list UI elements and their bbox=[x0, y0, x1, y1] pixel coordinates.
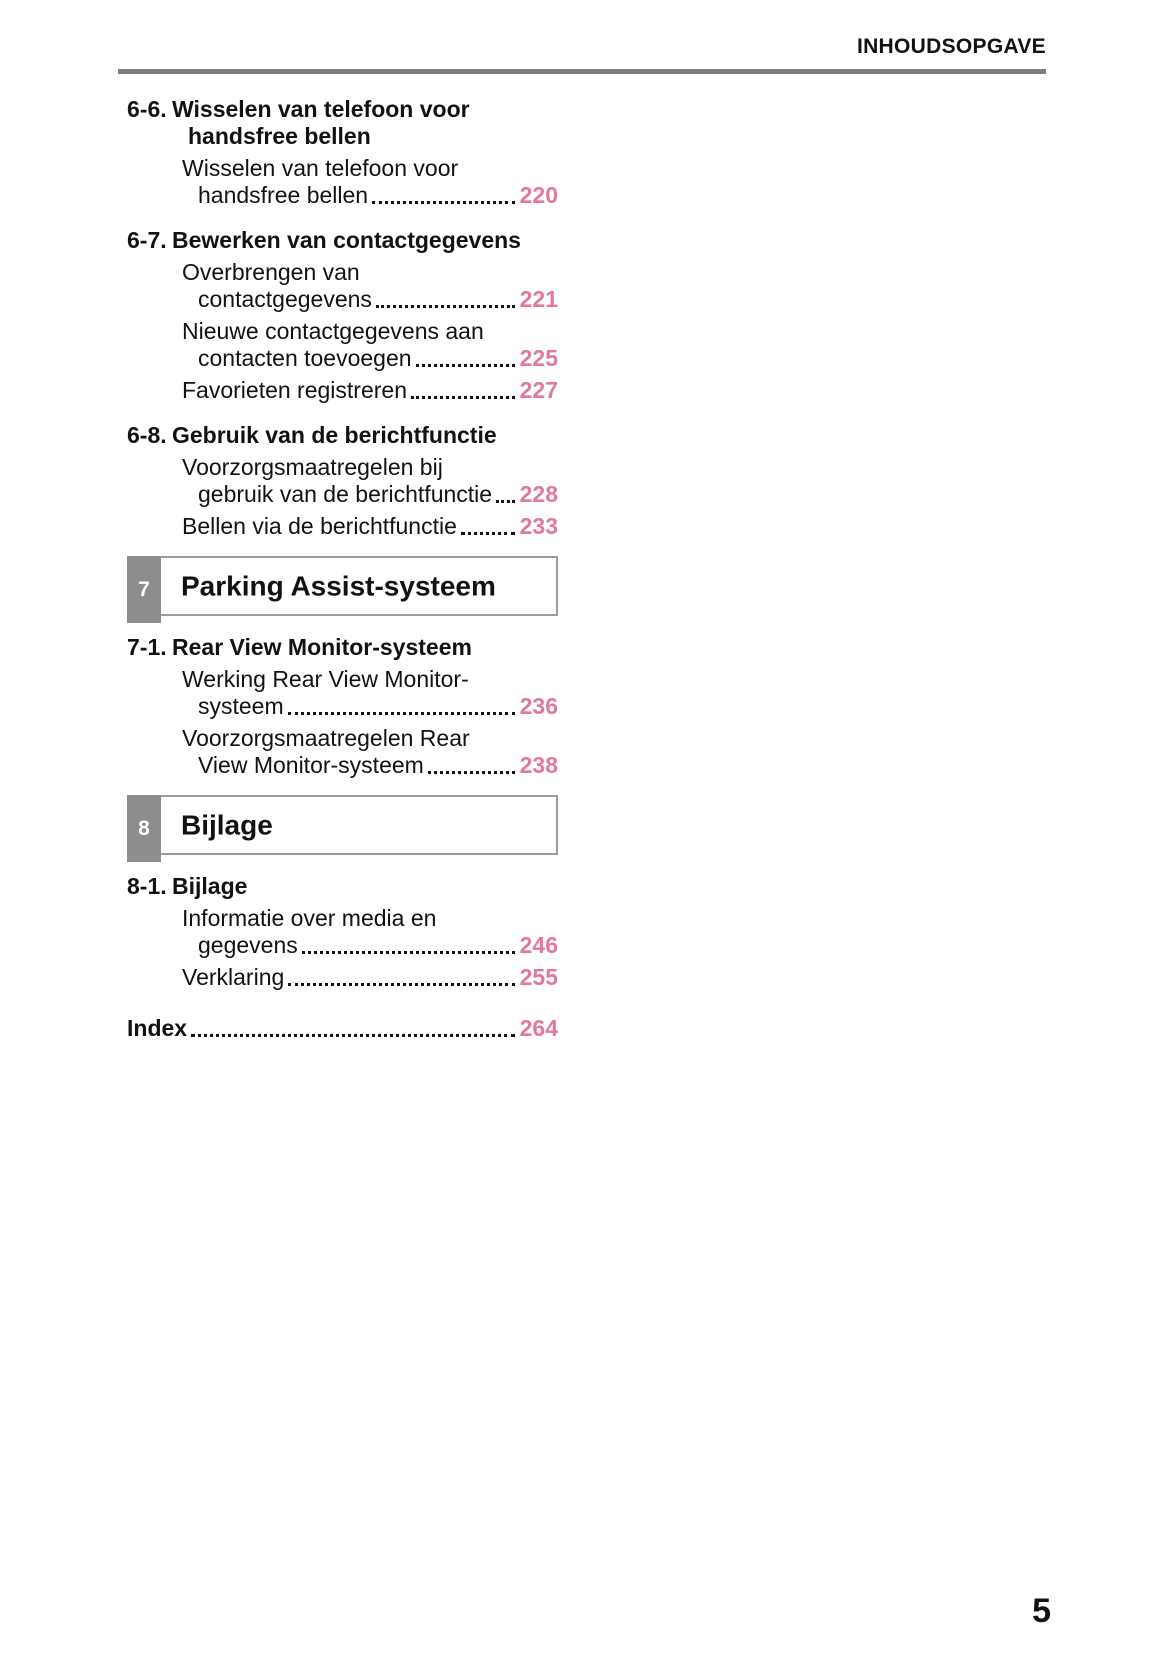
toc-group-title-line: Rear View Monitor-systeem bbox=[172, 634, 472, 660]
toc-entry-text: contacten toevoegen bbox=[198, 345, 412, 371]
toc-group-6-6 bbox=[127, 96, 558, 209]
toc-entry-text: Favorieten registreren bbox=[182, 377, 407, 403]
toc-entry-text: Bellen via de berichtfunctie bbox=[182, 513, 457, 539]
toc-entry-text: Voorzorgsmaatregelen Rear bbox=[182, 725, 470, 751]
toc-group-heading bbox=[127, 634, 558, 661]
toc-entry-text: gegevens bbox=[198, 932, 298, 958]
dotted-leader bbox=[372, 201, 515, 204]
page-header-title: INHOUDSOPGAVE bbox=[856, 35, 1046, 58]
toc-entry-text: Voorzorgsmaatregelen bij bbox=[182, 454, 443, 480]
toc-entry-text: gebruik van de berichtfunctie bbox=[198, 481, 493, 507]
toc-group-8-1 bbox=[127, 873, 558, 991]
toc-entry-text: View Monitor-systeem bbox=[198, 752, 424, 778]
dotted-leader bbox=[288, 983, 514, 986]
toc-entry-text: Wisselen van telefoon voor bbox=[182, 155, 459, 181]
toc-group-title bbox=[172, 873, 558, 900]
toc-group-heading bbox=[127, 873, 558, 900]
toc-page-number: 255 bbox=[519, 964, 558, 990]
toc-entry bbox=[127, 905, 558, 959]
toc-entry-lastline bbox=[182, 964, 558, 991]
header-rule bbox=[118, 69, 1046, 74]
dotted-leader bbox=[376, 305, 515, 308]
toc-entry bbox=[127, 155, 558, 209]
dotted-leader bbox=[461, 532, 515, 535]
chapter-title: Bijlage bbox=[181, 809, 273, 841]
toc-group-title bbox=[172, 634, 558, 661]
toc-entry bbox=[127, 725, 558, 779]
dotted-leader bbox=[288, 712, 515, 715]
toc-entry-text: contactgegevens bbox=[198, 286, 372, 312]
toc-entry-text: Nieuwe contactgegevens aan bbox=[182, 318, 484, 344]
toc-entry-lastline bbox=[182, 377, 558, 404]
toc-group-heading bbox=[127, 422, 558, 449]
dotted-leader bbox=[496, 500, 515, 503]
toc-group-6-7 bbox=[127, 227, 558, 404]
toc-page-number: 220 bbox=[519, 182, 558, 208]
dotted-leader bbox=[411, 396, 515, 399]
chapter-box-7 bbox=[127, 556, 558, 616]
dotted-leader bbox=[302, 951, 515, 954]
chapter-number-tab bbox=[127, 795, 161, 862]
dotted-leader bbox=[428, 771, 515, 774]
chapter-number: 7 bbox=[138, 578, 150, 601]
toc-page-number: 233 bbox=[519, 513, 558, 539]
toc-group-number: 6-6. bbox=[127, 96, 167, 122]
toc-entry-lastline bbox=[182, 182, 558, 209]
toc-group-number: 7-1. bbox=[127, 634, 167, 660]
chapter-number-tab bbox=[127, 556, 161, 623]
toc-entry-lastline bbox=[182, 481, 558, 508]
toc-entry-text: Informatie over media en bbox=[182, 905, 437, 931]
toc-group-heading bbox=[127, 227, 558, 254]
page-folio: 5 bbox=[1032, 1592, 1051, 1630]
toc-group-7-1 bbox=[127, 634, 558, 779]
toc-page-number: 236 bbox=[519, 693, 558, 719]
toc-page-number: 264 bbox=[519, 1015, 558, 1041]
toc-entry bbox=[127, 377, 558, 404]
toc-entry-lastline bbox=[182, 752, 558, 779]
toc-entry-text: Overbrengen van bbox=[182, 259, 360, 285]
toc-page-number: 221 bbox=[519, 286, 558, 312]
toc-entry bbox=[127, 666, 558, 720]
toc-entry bbox=[127, 964, 558, 991]
toc-group-6-8 bbox=[127, 422, 558, 540]
toc-entry-lastline bbox=[182, 513, 558, 540]
toc-entry-lastline bbox=[182, 932, 558, 959]
chapter-title: Parking Assist-systeem bbox=[181, 570, 496, 602]
chapter-box-8 bbox=[127, 795, 558, 855]
toc-page-number: 227 bbox=[519, 377, 558, 403]
table-of-contents bbox=[127, 96, 558, 1042]
toc-entry-text: Werking Rear View Monitor- bbox=[182, 666, 469, 692]
toc-page-number: 228 bbox=[519, 481, 558, 507]
toc-entry-lastline bbox=[182, 345, 558, 372]
chapter-number: 8 bbox=[138, 817, 150, 840]
toc-group-title-line: Bijlage bbox=[172, 873, 248, 899]
toc-entry-text: Verklaring bbox=[182, 964, 285, 990]
toc-index-label: Index bbox=[127, 1015, 188, 1041]
toc-group-title bbox=[172, 96, 558, 150]
toc-group-title-line: Bewerken van contactgegevens bbox=[172, 227, 521, 253]
toc-group-title-line: Gebruik van de berichtfunctie bbox=[172, 422, 497, 448]
toc-group-title-line: handsfree bellen bbox=[188, 123, 371, 149]
toc-entry-text: systeem bbox=[198, 693, 284, 719]
toc-page-number: 246 bbox=[519, 932, 558, 958]
toc-group-title bbox=[172, 422, 558, 449]
toc-entry-text: handsfree bellen bbox=[198, 182, 369, 208]
toc-group-number: 8-1. bbox=[127, 873, 167, 899]
toc-entry bbox=[127, 318, 558, 372]
toc-entry bbox=[127, 259, 558, 313]
toc-page-number: 238 bbox=[519, 752, 558, 778]
toc-index-row bbox=[127, 1015, 558, 1042]
toc-group-number: 6-8. bbox=[127, 422, 167, 448]
toc-entry bbox=[127, 513, 558, 540]
toc-group-number: 6-7. bbox=[127, 227, 167, 253]
toc-entry bbox=[127, 454, 558, 508]
toc-page-number: 225 bbox=[519, 345, 558, 371]
dotted-leader bbox=[191, 1034, 515, 1037]
toc-group-title-line: Wisselen van telefoon voor bbox=[172, 96, 470, 122]
toc-group-title bbox=[172, 227, 558, 254]
toc-group-heading bbox=[127, 96, 558, 150]
dotted-leader bbox=[416, 364, 515, 367]
toc-entry-lastline bbox=[182, 286, 558, 313]
toc-entry-lastline bbox=[182, 693, 558, 720]
